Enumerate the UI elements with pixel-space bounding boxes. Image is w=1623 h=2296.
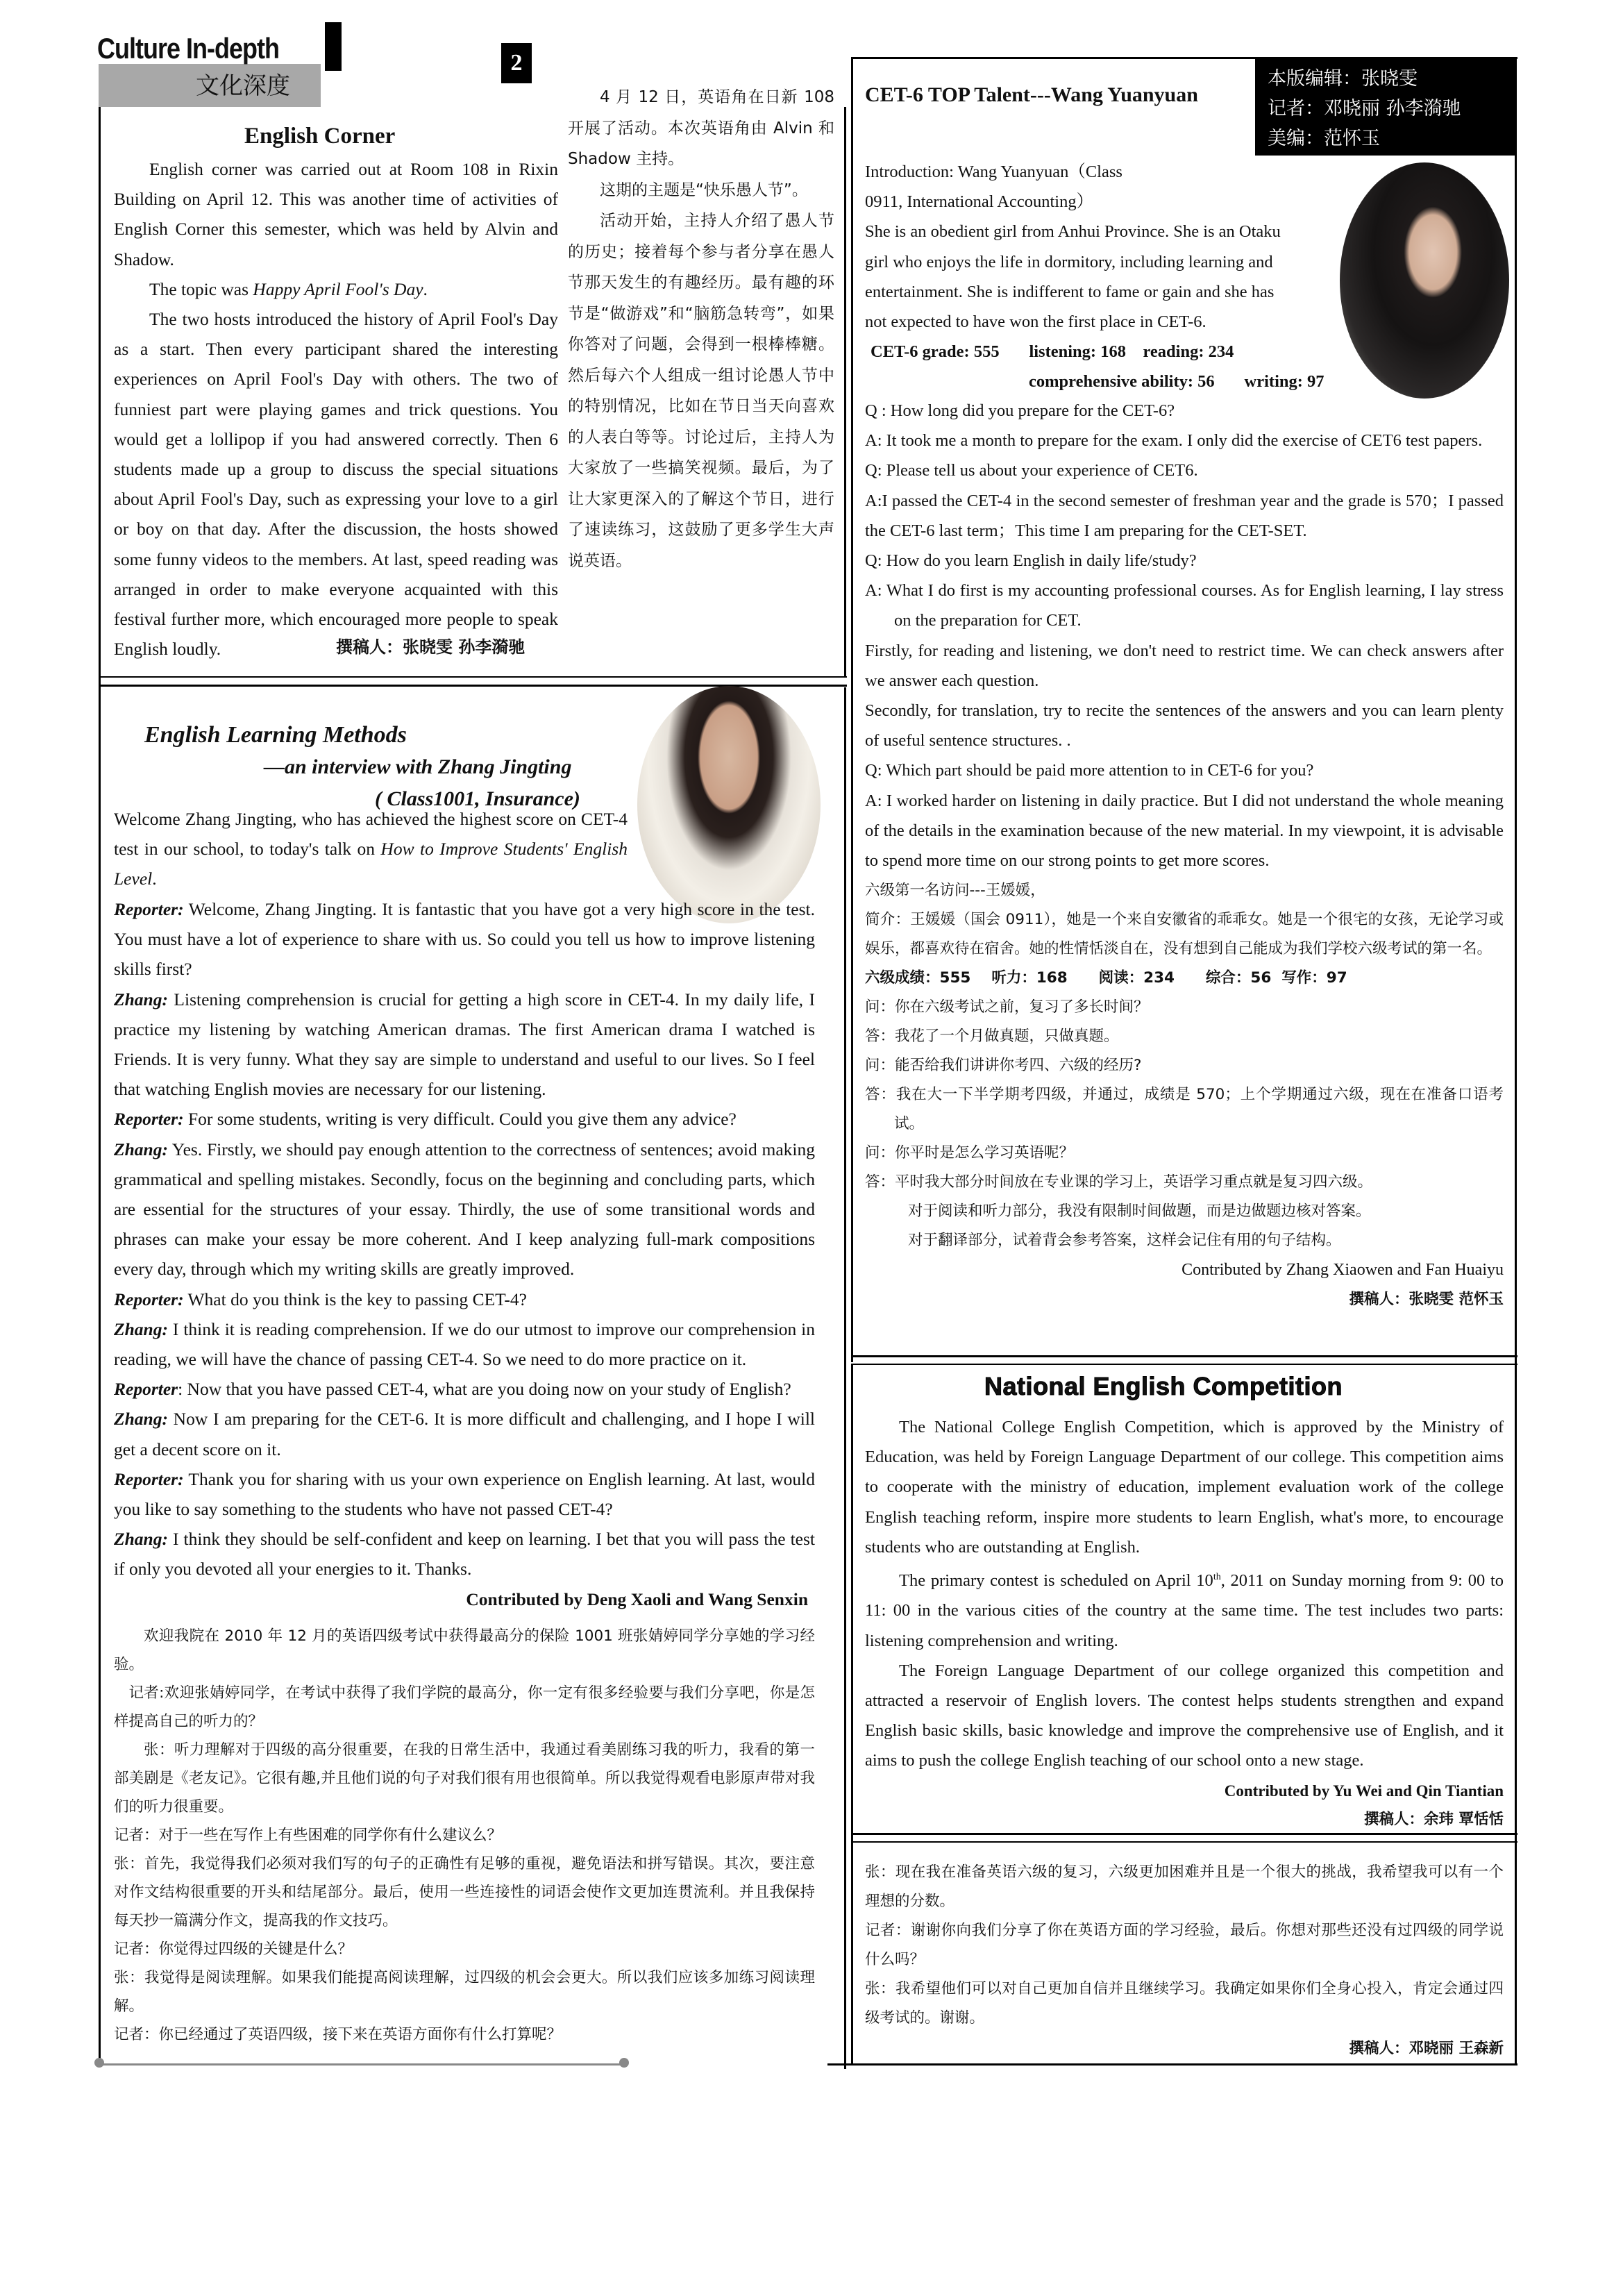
zhang-jingting-photo [637,686,821,923]
english-corner-cn-para: 4 月 12 日，英语角在日新 108 开展了活动。本次英语角由 Alvin 和 Shadow 主持。 [568,88,834,168]
qa-item: Reporter: For some students, writing is very difficult. Could you give them any advice? [114,1109,737,1130]
qa-item: Zhang: I think they should be self-confident and keep on learning. I bet that you will pass the test if only you devoted all your energies to it. Thanks. [114,1529,815,1579]
editor-credits-box [1255,57,1515,156]
competition-para: The Foreign Language Department of our college organized this competition and attracted a reservoir of English lovers. The contest helps students strengthen and expand English basic skills, basic knowledge and improve the comprehensive use of English, and it aims to push the college English teaching of our school onto a new stage. [865,1661,1504,1770]
cet6-contributed: Contributed by Zhang Xiaowen and Fan Huaiyu [1181,1261,1504,1279]
learning-methods-right-line [844,687,846,2069]
cn-qa: 问：你平时是怎么学习英语呢？ [865,1144,1075,1162]
cn-tip: 对于翻译部分，试着背会参考答案，这样会记住有用的句子结构。 [908,1232,1341,1249]
left-bottom-dot [94,2058,104,2068]
page-number: 2 [501,43,532,83]
competition-contributed: Contributed by Yu Wei and Qin Tiantian [1224,1782,1504,1800]
cn-qa: 问：能否给我们讲讲你考四、六级的经历? [865,1057,1142,1074]
cn-line: 张：我觉得是阅读理解。如果我们能提高阅读理解，过四级的机会会更大。所以我们应该多加练习阅读理解。 [114,1969,815,2015]
qa-item: Reporter: What do you think is the key to passing CET-4? [114,1289,527,1309]
intro-line: Introduction: Wang Yuanyuan（Class [865,162,1122,181]
english-corner-body-cn [568,82,834,576]
learning-methods-intro-text: Welcome Zhang Jingting, who has achieved the highest score on CET-4 test in our school, to today's talk on How to Improve Students' English Level. [114,809,628,889]
english-corner-right-line [844,107,846,676]
qa-item: Zhang: Listening comprehension is crucial for getting a high score in CET-4. In my daily life, I practice my listening by watching American dramas. The first American drama I watched is Friends. It is very funny. What they say are simple to understand and useful to our lives. So I feel that watching English movies are necessary for our listening. [114,989,815,1100]
qa-line: A: I worked harder on listening in daily practice. But I did not understand the whole meaning of the details in the examination because of the new material. In my viewpoint, it is advisable to spend more time on our strong points to get more scores. [865,791,1504,871]
cn-line: 记者：谢谢你向我们分享了你在英语方面的学习经验，最后。你想对那些还没有过四级的同学说什么吗？ [865,1922,1504,1968]
cn-line: 张：现在我在准备英语六级的复习，六级更加困难并且是一个很大的挑战，我希望我可以有一个理想的分数。 [865,1863,1504,1910]
competition-para: The National College English Competition, which is approved by the Ministry of Education, was held by Foreign Language Department of our college. This competition aims to cooperate with the ministry of education, implement evaluation work of the college English teaching reform, inspire more students to learn English, what's more, to encourage students who are outstanding at English. [865,1418,1504,1557]
tip-line: Firstly, for reading and listening, we don't need to restrict time. We can check answers after we answer each question. [865,641,1504,690]
left-bottom-line [99,2063,626,2065]
learning-methods-cn-continued [865,1858,1504,2065]
cet6-grade-line: comprehensive ability: 56 writing: 97 [1029,372,1325,392]
cet6-byline: 撰稿人：张晓雯 范怀玉 [1349,1291,1504,1309]
right-frame-line [1515,57,1517,2063]
cn-line: 记者：对于一些在写作上有些困难的同学你有什么建议么？ [114,1827,503,1844]
cn-tip: 对于阅读和听力部分，我没有限制时间做题，而是边做题边核对答案。 [908,1203,1371,1220]
cn-qa: 答：我花了一个月做真题，只做真题。 [865,1028,1119,1045]
qa-line: A: What I do first is my accounting professional courses. As for English learning, I lay stress on the preparation for CET. [865,581,1504,630]
english-corner-byline: 撰稿人：张晓雯 孙李漪驰 [336,637,525,657]
cn-title: 六级第一名访问---王媛媛， [865,882,1045,899]
competition-body [865,1412,1504,1834]
cet6-grade-line: CET-6 grade: 555 listening: 168 reading: 234 [871,342,1234,362]
cn-line: 记者:欢迎张婧婷同学，在考试中获得了我们学院的最高分，你一定有很多经验要与我们分享吧，你是怎样提高自己的听力的？ [114,1684,815,1730]
competition-para: The primary contest is scheduled on April 10th, 2011 on Sunday morning from 9: 00 to 11: 00 in the various cities of the country at the same time. The test includes two parts: listening comprehension and writing. [865,1571,1504,1650]
qa-line: Q: Please tell us about your experience of CET6. [865,461,1198,480]
learning-methods-qa [114,894,815,1614]
qa-line: Q: How do you learn English in daily life/study? [865,551,1197,571]
qa-line: A:I passed the CET-4 in the second semester of freshman year and the grade is 570；I passed the CET-6 last term；This time I am preparing for the CET-SET. [865,491,1504,540]
header-black-bar [325,22,342,71]
learning-methods-intro [114,804,628,894]
english-corner-title: English Corner [244,124,396,149]
cn-line: 记者：你已经通过了英语四级，接下来在英语方面你有什么打算呢？ [114,2026,562,2043]
cn-line: 张：我希望他们可以对自己更加自信并且继续学习。我确定如果你们全身心投入，肯定会通过四级考试的。谢谢。 [865,1980,1504,2027]
section-title-chinese: 文化深度 [196,72,290,100]
intro-line: entertainment. She is indifferent to fame or gain and she has [865,282,1275,301]
cn-line: 记者：你觉得过四级的关键是什么？ [114,1941,353,1958]
topic-name: Happy April Fool's Day [253,278,423,299]
designer-line: 美编：范怀玉 [1268,128,1380,149]
learning-methods-cn-byline: 撰稿人：邓晓丽 王森新 [1349,2040,1504,2057]
competition-bottom-line-thin [851,1841,1517,1843]
tip-line: Secondly, for translation, try to recite the sentences of the answers and you can learn plenty of useful sentence structures. . [865,701,1504,751]
qa-line: Q: Which part should be paid more attention to in CET-6 for you? [865,761,1314,780]
learning-methods-contributed: Contributed by Deng Xaoli and Wang Senxin [466,1589,808,1609]
divider-english-corner-thin [99,676,847,678]
cn-intro: 简介：王媛媛（国会 0911），她是一个来自安徽省的乖乖女。她是一个很宅的女孩，无论学习或娱乐，都喜欢待在宿舍。她的性情恬淡自在，没有想到自己能成为我们学校六级考试的第一名。 [865,911,1504,957]
competition-byline: 撰稿人：余玮 覃恬恬 [1364,1810,1504,1828]
qa-item: Reporter: Welcome, Zhang Jingting. It is fantastic that you have got a very high score in the test. You must have a lot of experience to share with us. So could you tell us how to improve listening skills first? [114,899,815,980]
qa-line: A: It took me a month to prepare for the exam. I only did the exercise of CET6 test papers. [865,431,1483,451]
intro-line: girl who enjoys the life in dormitory, including learning and [865,252,1273,271]
cet6-title: CET-6 TOP Talent---Wang Yuanyuan [865,83,1198,106]
wang-yuanyuan-photo [1340,162,1509,399]
reporter-line: 记者：邓晓丽 孙李漪驰 [1268,98,1461,119]
editor-line: 本版编辑：张晓雯 [1268,68,1418,90]
cet6-cn [865,876,1504,1314]
intro-line: She is an obedient girl from Anhui Province. She is an Otaku [865,222,1281,242]
cn-qa: 答：平时我大部分时间放在专业课的学习上，英语学习重点就是复习四六级。 [865,1173,1373,1191]
intro-line: not expected to have won the first place in CET-6. [865,312,1206,332]
qa-item: Reporter: Now that you have passed CET-4, what are you doing now on your study of English? [114,1379,791,1400]
cn-qa: 问：你在六级考试之前，复习了多长时间？ [865,998,1149,1016]
english-corner-cn-para: 活动开始，主持人介绍了愚人节的历史；接着每个参与者分享在愚人节那天发生的有趣经历。最有趣的环节是“做游戏”和“脑筋急转弯”，如果你答对了问题，会得到一根棒棒糖。然后每六个人组成一组讨论愚人节中的特别情况，比如在节日当天向喜欢的人表白等等。讨论过后，主持人为大家放了一些搞笑视频。最后，为了让大家更深入的了解这个节日，进行了速读练习，这鼓励了更多学生大声说英语。 [568,212,834,570]
english-corner-topic: The topic was Happy April Fool's Day. [149,278,428,299]
cn-qa: 答：我在大一下半学期考四级，并通过，成绩是 570；上个学期通过六级，现在在准备口语考试。 [865,1086,1504,1132]
section-title-english: Culture In-depth [97,32,279,65]
qa-item: Reporter: Thank you for sharing with us your own experience on English learning. At last, would you like to say something to the students who have not passed CET-4? [114,1468,815,1520]
learning-methods-subtitle-class: ( Class1001, Insurance) [375,787,580,810]
cn-line: 欢迎我院在 2010 年 12 月的英语四级考试中获得最高分的保险 1001 班张婧婷同学分享她的学习经验。 [114,1627,815,1673]
qa-item: Zhang: I think it is reading comprehension. If we do our utmost to improve our comprehension in reading, we will have the chance of passing CET-4. So we need to do more practice on it. [114,1318,815,1370]
qa-line: Q : How long did you prepare for the CET-6? [865,401,1175,420]
english-corner-body-en [114,154,558,664]
qa-item: Zhang: Yes. Firstly, we should pay enough attention to the correctness of sentences; avoid making grammatical and spelling mistakes. Secondly, focus on the beginning and concluding parts, which are essential for the structures of your essay. Thirdly, the use of some transitional words and phrases can make your essay be more coherent. And I keep analyzing full-mark compositions every day, through which my writing skills are greatly improved. [114,1139,815,1280]
learning-methods-title: English Learning Methods [144,722,407,748]
cn-line: 张：听力理解对于四级的高分很重要，在我的日常生活中，我通过看美剧练习我的听力，我看的第一部美剧是《老友记》。它很有趣,并且他们说的句子对我们很有用也很简单。所以我觉得观看电影原声带对我们的听力很重要。 [114,1741,815,1816]
cet6-bottom-line-thin [851,1364,1517,1365]
qa-item: Zhang: Now I am preparing for the CET-6. It is more difficult and challenging, and I hope I will get a decent score on it. [114,1409,815,1459]
english-corner-cn-para: 这期的主题是“快乐愚人节”。 [600,181,808,199]
right-bottom-dot [619,2058,629,2068]
left-frame-line [99,107,101,2065]
cet6-bottom-line [851,1355,1517,1357]
learning-methods-subtitle: —an interview with Zhang Jingting [264,755,572,778]
competition-title: National English Competition [984,1372,1343,1400]
english-corner-para: The two hosts introduced the history of April Fool's Day as a start. Then every participant shared the interesting experiences on April Fool's Day with others. The two of funniest part were playing games and trick questions. You would get a lollipop if you had answered correctly. Then 6 students made up a group to discuss the special situations about April Fool's Day, such as expressing your love to a girl or boy on that day. After the discussion, the hosts showed some funny videos to the members. At last, speed reading was arranged in order to make everyone acquainted with this festival further more, which encouraged more people to speak English loudly. [114,309,558,660]
learning-methods-cn [114,1622,815,2049]
cet6-intro [865,157,1337,397]
right-left-line-top [851,57,853,1362]
cn-grades: 六级成绩：555 听力：168 阅读：234 综合：56 写作：97 [865,969,1347,987]
right-left-line-bottom [851,1364,853,2065]
intro-line: 0911, International Accounting） [865,192,1094,212]
cn-line: 张：首先，我觉得我们必须对我们写的句子的正确性有足够的重视，避免语法和拼写错误。其次，要注意对作文结构很重要的开头和结尾部分。最后，使用一些连接性的词语会使作文更加连贯流利。并且我保持每天抄一篇满分作文，提高我的作文技巧。 [114,1855,815,1929]
cet6-qa [865,396,1504,875]
english-corner-para: English corner was carried out at Room 108 in Rixin Building on April 12. This was another time of activities of English Corner this semester, which was held by Alvin and Shadow. [114,159,558,269]
